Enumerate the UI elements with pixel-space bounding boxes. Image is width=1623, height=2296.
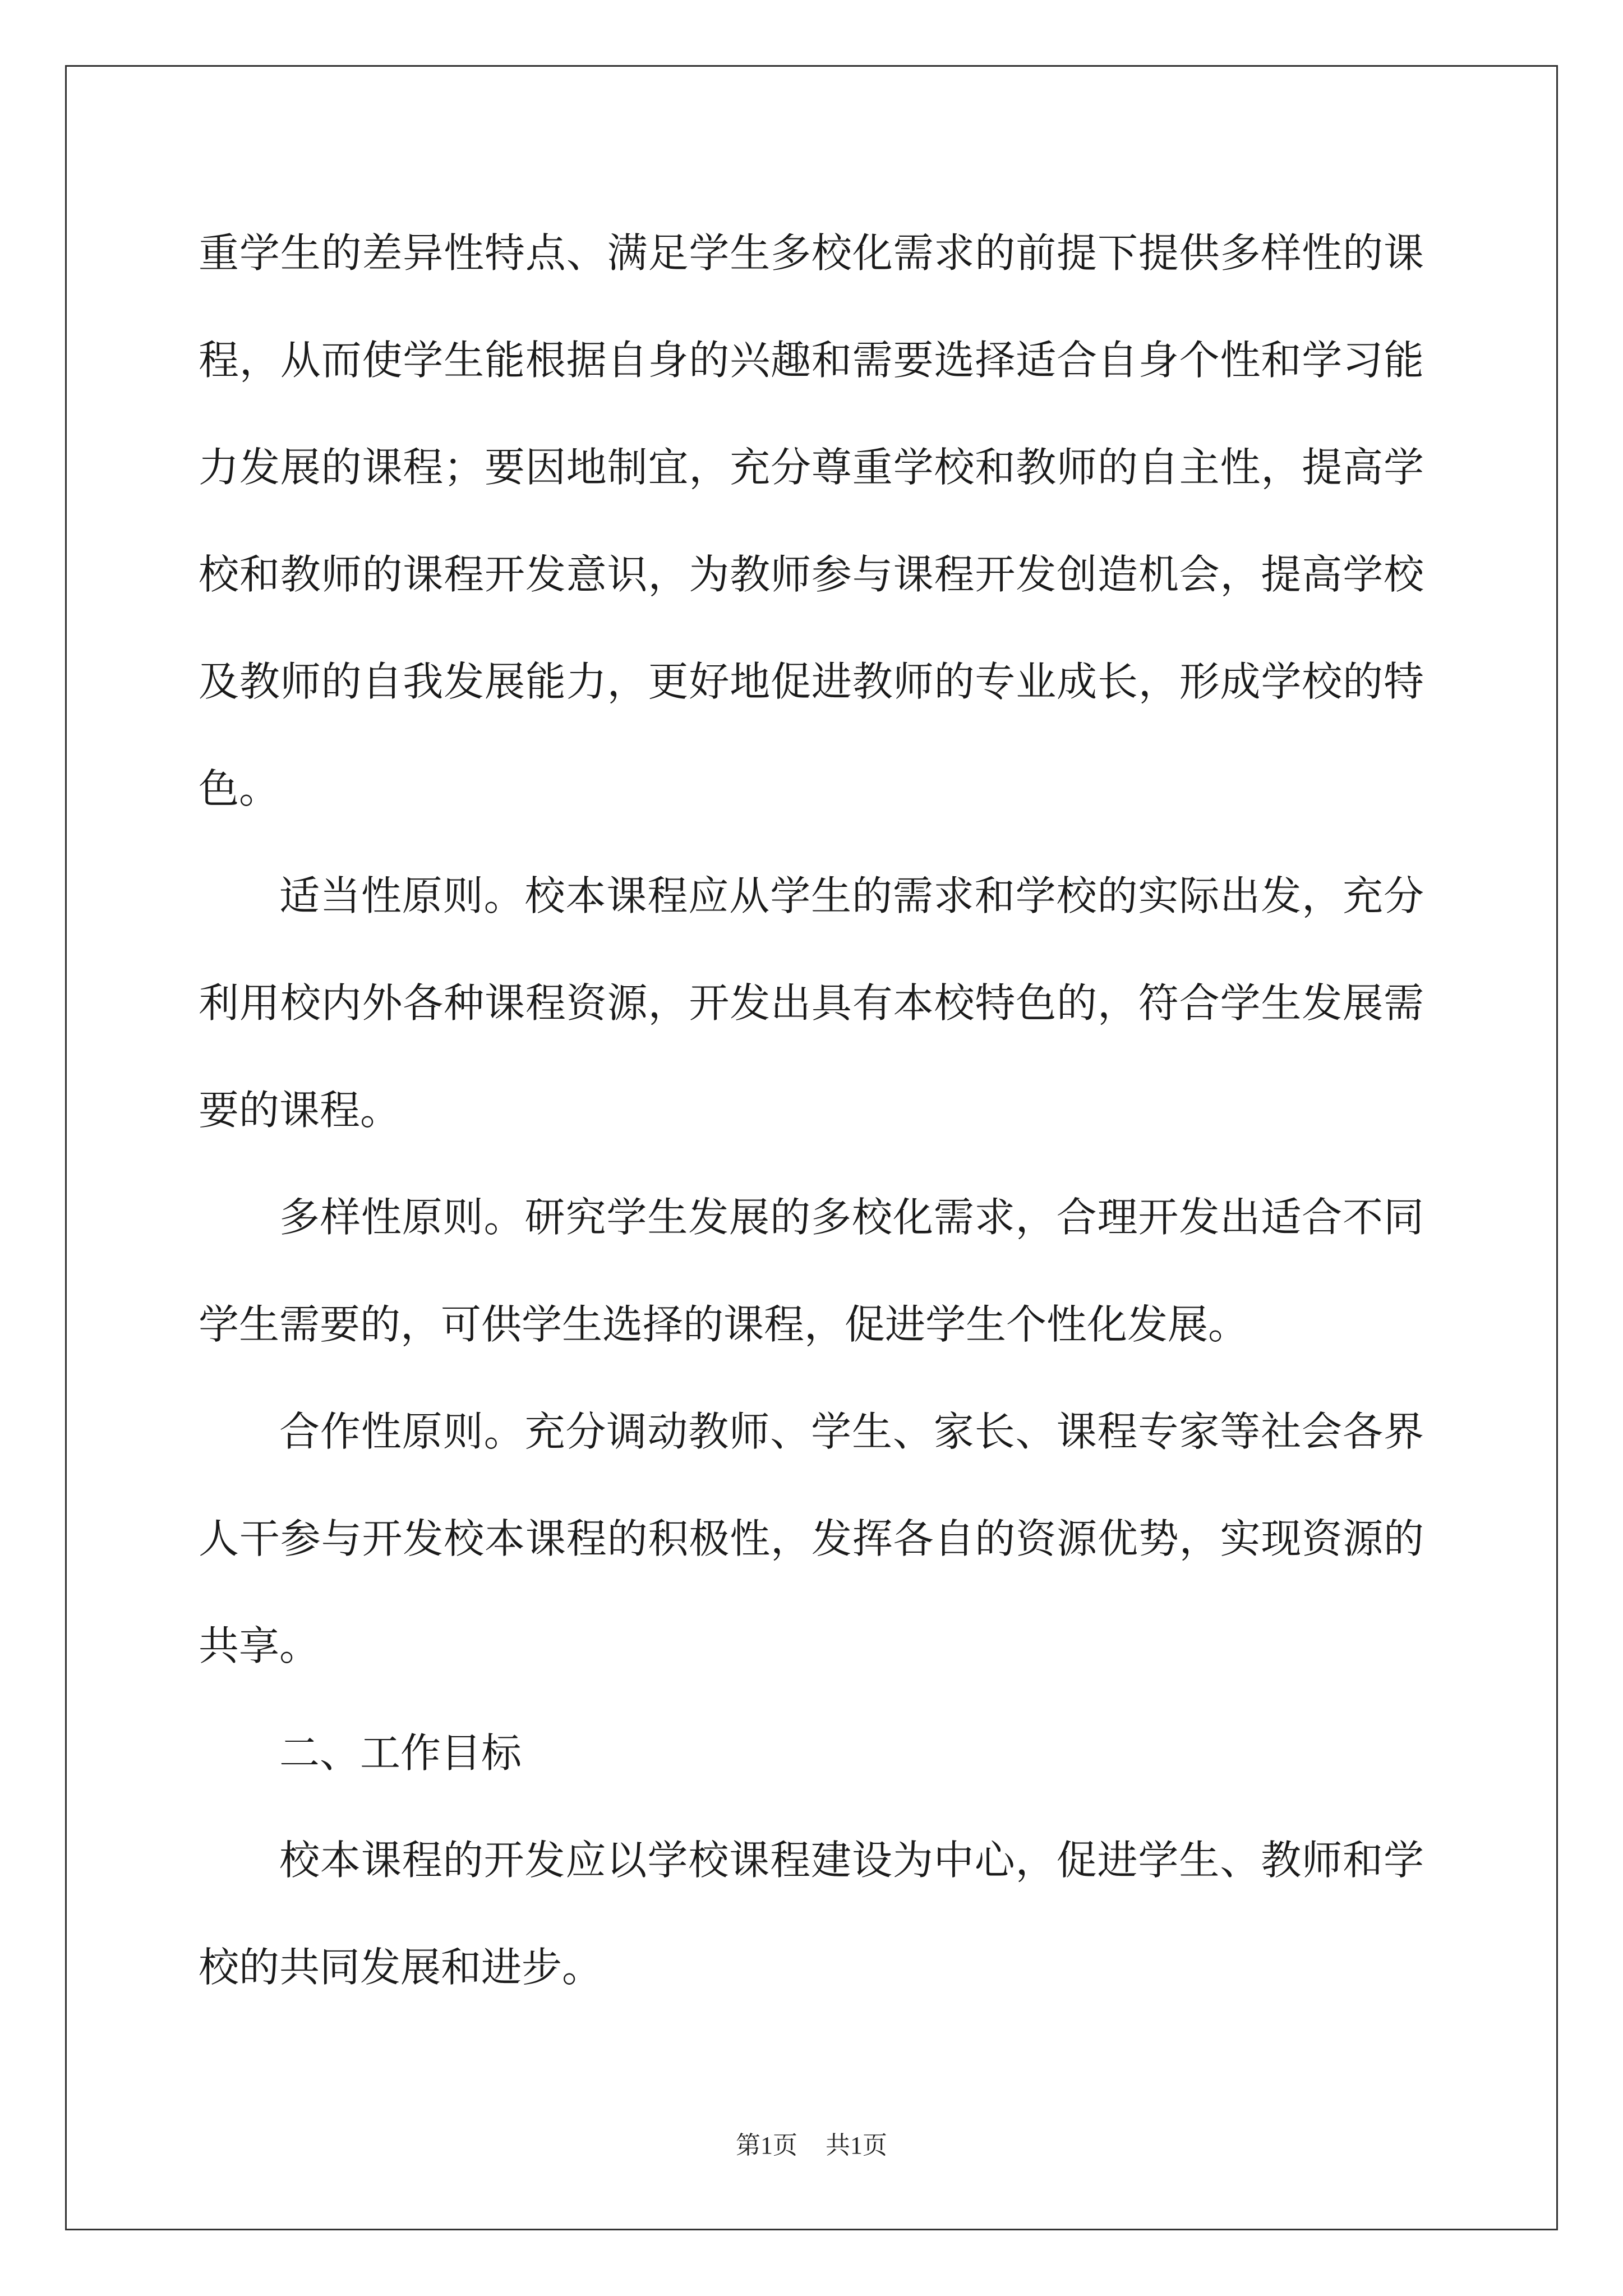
paragraph-diversity-principle: 多样性原则。研究学生发展的多校化需求，合理开发出适合不同学生需要的，可供学生选择的课程，促进学生个性化发展。 [199, 1194, 1424, 1348]
page-footer [0, 2129, 1623, 2162]
page-total: 共1页 [826, 2132, 887, 2159]
paragraph-continuation: 重学生的差异性特点、满足学生多校化需求的前提下提供多样性的课程，从而使学生能根据自身的兴趣和需要选择适合自身个性和学习能力发展的课程；要因地制宜，充分尊重学校和教师的自主性，提高学校和教师的课程开发意识，为教师参与课程开发创造机会，提高学校及教师的自我发展能力，更好地促进教师的专业成长，形成学校的特色。 [199, 229, 1424, 812]
document-body [199, 200, 1424, 2021]
paragraph-appropriateness-principle: 适当性原则。校本课程应从学生的需求和学校的实际出发，充分利用校内外各种课程资源，开发出具有本校特色的，符合学生发展需要的课程。 [199, 872, 1424, 1134]
paragraph-cooperation-principle: 合作性原则。充分调动教师、学生、家长、课程专家等社会各界人干参与开发校本课程的积极性，发挥各自的资源优势，实现资源的共享。 [199, 1408, 1424, 1669]
paragraph-work-goals: 校本课程的开发应以学校课程建设为中心，促进学生、教师和学校的共同发展和进步。 [199, 1837, 1424, 1991]
section-heading-work-goals: 二、工作目标 [279, 1729, 522, 1777]
page-number: 第1页 [736, 2132, 797, 2159]
